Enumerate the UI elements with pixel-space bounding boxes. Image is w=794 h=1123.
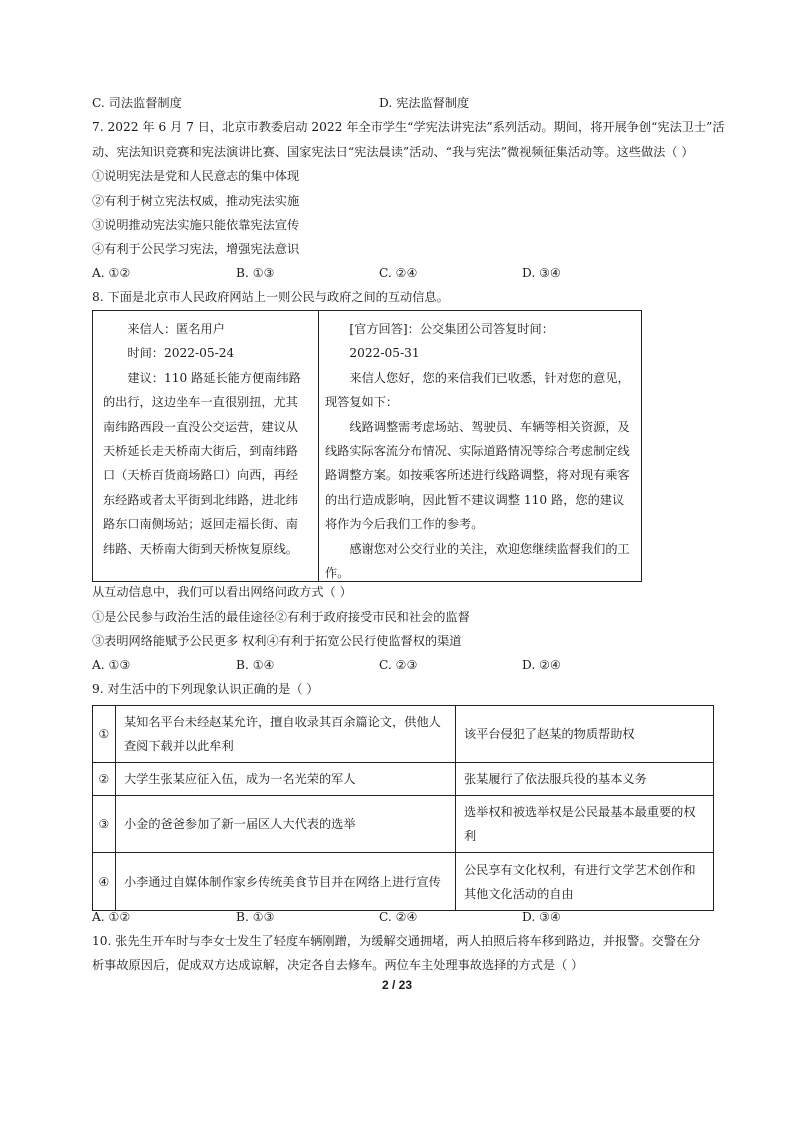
row-view: 张某履行了依法服兵役的基本义务 — [456, 763, 714, 796]
row-number: ① — [93, 706, 116, 763]
row-case: 小金的爸爸参加了新一届区人大代表的选举 — [116, 796, 456, 853]
row-case: 小李通过自媒体制作家乡传统美食节目并在网络上进行宣传 — [116, 853, 456, 911]
q10-stem-line-2: 析事故原因后，促成双方达成谅解，决定各自去修车。两位车主处理事故选择的方式是（ ） — [92, 958, 584, 972]
q8-stem: 8. 下面是北京市人民政府网站上一则公民与政府之间的互动信息。 — [92, 290, 449, 304]
q9-option-c: C. ②④ — [379, 910, 418, 924]
table-row — [93, 763, 714, 796]
q8-reply-date: 2022-05-31 — [349, 346, 420, 361]
q8-option-b: B. ①④ — [236, 658, 275, 672]
q7-item-2: ②有利于树立宪法权威，推动宪法实施 — [92, 194, 300, 208]
row-view: 公民享有文化权利，有进行文学艺术创作和其他文化活动的自由 — [456, 853, 714, 911]
q7-option-d: D. ③④ — [522, 266, 561, 280]
q7-item-1: ①说明宪法是党和人民意志的集中体现 — [92, 169, 300, 183]
q8-reply-p2: 线路调整需考虑场站、驾驶员、车辆等相关资源，及线路实际客流分布情况、实际道路情况等综合考虑制定线路调整方案。如按乘客所述进行线路调整，将对现有乘客的出行造成影响，因此暂不建议调整 110 路，您的建议将作为今后我们工作的参考。 — [325, 419, 630, 532]
table-row — [93, 796, 714, 853]
q8-message-box — [92, 310, 642, 582]
q8-question: 从互动信息中，我们可以看出网络问政方式（ ） — [92, 585, 352, 599]
page-number: 2 / 23 — [381, 978, 413, 992]
q9-table — [92, 705, 714, 911]
row-case: 某知名平台未经赵某允许，擅自收录其百余篇论文，供他人查阅下载并以此牟利 — [116, 706, 456, 763]
q7-item-4: ④有利于公民学习宪法，增强宪法意识 — [92, 242, 300, 256]
q9-option-d: D. ③④ — [522, 910, 561, 924]
q8-official-reply — [319, 311, 641, 581]
q8-items-line-1: ①是公民参与政治生活的最佳途径②有利于政府接受市民和社会的监督 — [92, 610, 470, 624]
q8-option-d: D. ②④ — [522, 658, 561, 672]
q7-option-b: B. ①③ — [236, 266, 275, 280]
row-number: ② — [93, 763, 116, 796]
row-view: 选举权和被选举权是公民最基本最重要的权利 — [456, 796, 714, 853]
q9-option-b: B. ①③ — [236, 910, 275, 924]
q7-stem-line-1: 7. 2022 年 6 月 7 日，北京市教委启动 2022 年全市学生“学宪法讲宪法”系列活动。期间，将开展争创“宪法卫士”活 — [92, 120, 725, 134]
q7-option-c: C. ②④ — [379, 266, 418, 280]
q8-items-line-2: ③表明网络能赋予公民更多 权利④有利于拓宽公民行使监督权的渠道 — [92, 634, 462, 648]
q8-suggestion: 建议：110 路延长能方便南纬路的出行，这边坐车一直很别扭，尤其南纬路西段一直没公交运营，建议从天桥延长走天桥南大街后，到南纬路口（天桥百货商场路口）向西，再经东经路或者太平街到北纬路，进北纬路东口南侧场站；返回走福长街、南纬路、天桥南大街到天桥恢复原线。 — [103, 370, 301, 556]
q7-item-3: ③说明推动宪法实施只能依靠宪法宣传 — [92, 218, 300, 232]
row-case: 大学生张某应征入伍，成为一名光荣的军人 — [116, 763, 456, 796]
table-row — [93, 853, 714, 911]
q8-sender: 来信人：匿名用户 — [127, 322, 225, 336]
q8-option-c: C. ②③ — [379, 658, 418, 672]
q6-option-d: D. 宪法监督制度 — [379, 96, 470, 110]
row-number: ③ — [93, 796, 116, 853]
row-number: ④ — [93, 853, 116, 911]
table-row — [93, 706, 714, 763]
q6-option-c: C. 司法监督制度 — [92, 96, 182, 110]
q10-stem-line-1: 10. 张先生开车时与李女士发生了轻度车辆刚蹭，为缓解交通拥堵，两人拍照后将车移到路边，并报警。交警在分 — [92, 934, 701, 948]
q8-time: 时间：2022-05-24 — [127, 346, 235, 361]
row-view: 该平台侵犯了赵某的物质帮助权 — [456, 706, 714, 763]
q8-citizen-letter — [93, 311, 319, 581]
q8-reply-p3: 感谢您对公交行业的关注，欢迎您继续监督我们的工作。 — [325, 541, 630, 581]
q7-option-a: A. ①② — [92, 266, 131, 280]
q8-reply-p1: 来信人您好，您的来信我们已收悉，针对您的意见，现答复如下： — [325, 370, 630, 410]
q9-stem: 9. 对生活中的下列现象认识正确的是（ ） — [92, 682, 319, 696]
q9-option-a: A. ①② — [92, 910, 131, 924]
q7-stem-line-2: 动、宪法知识竞赛和宪法演讲比赛、国家宪法日“宪法晨读”活动、“我与宪法”微视频征集活动等。这些做法（ ） — [92, 145, 694, 159]
q8-reply-header: [官方回答]：公交集团公司答复时间： — [349, 322, 554, 336]
q8-option-a: A. ①③ — [92, 658, 131, 672]
